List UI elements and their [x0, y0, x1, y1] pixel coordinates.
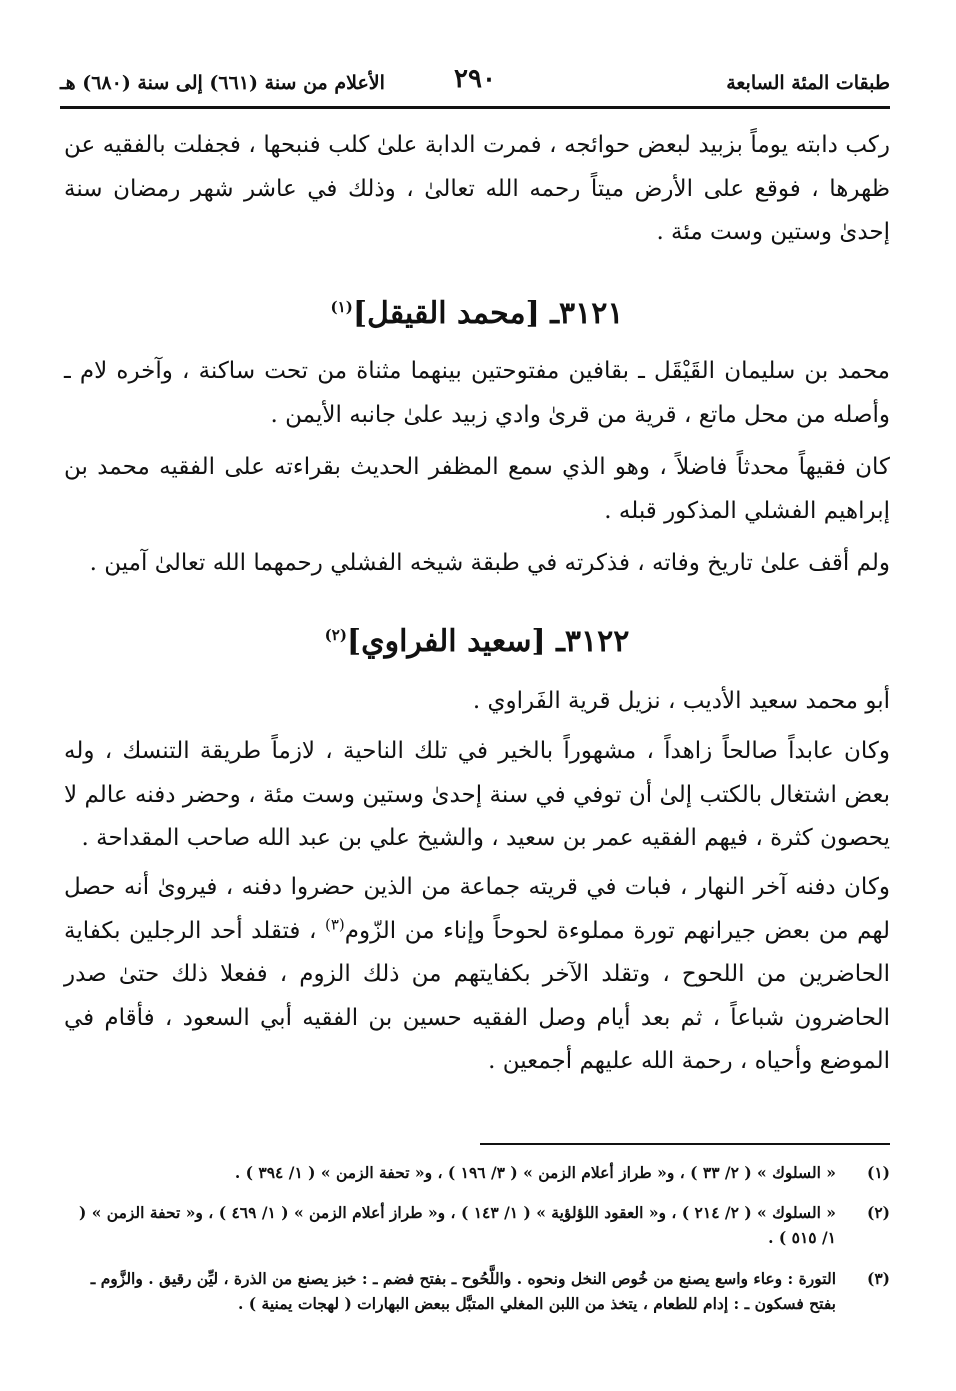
entry-title: ٣١٢٢ـ [سعيد الفراوي]: [346, 624, 630, 659]
period-title: الأعلام من سنة (٦٦١) إلى سنة (٦٨٠) هـ: [60, 72, 385, 94]
section-title: طبقات المئة السابعة: [726, 72, 890, 94]
footnote: [64, 1266, 890, 1316]
footnote-ref: (٣): [324, 914, 345, 933]
paragraph: وكان عابداً صالحاً زاهداً ، مشهوراً بالخير في تلك الناحية ، لازماً طريقة التنسك ، وله بعض اشتغال بالكتب إلىٰ أن توفي في سنة إحدىٰ وستين وست مئة ، وحضر دفنه عالم لا يحصون كثرة ، فيهم الفقيه عمر بن سعيد ، والشيخ علي بن عبد الله صاحب المقداحة .: [64, 738, 890, 851]
entry-title: ٣١٢١ـ [محمد القيقل]: [352, 296, 624, 331]
entry-heading: [64, 624, 890, 659]
entry-heading: [64, 296, 890, 331]
paragraph: كان فقيهاً محدثاً فاضلاً ، وهو الذي سمع المظفر الحديث بقراءته على الفقيه محمد بن إبراهيم الفشلي المذكور قبله .: [64, 454, 890, 524]
paragraph: محمد بن سليمان القَيْقَل ـ بقافين مفتوحتين بينهما مثناة من تحت ساكنة ، وآخره لام ـ وأصله من محل ماتع ، قرية من قرىٰ وادي زبيد علىٰ جانبه الأيمن .: [64, 358, 890, 428]
paragraph-text: ، فتقلد أحد الرجلين بكفاية الحاضرين من اللحوح ، وتقلد الآخر بكفايتهم من ذلك الزوم ، ففعلا ذلك حتىٰ صدر الحاضرون شباعاً ، ثم بعد أيام وصل الفقيه حسين بن الفقيه أبي السعود ، فأقام في الموضع وأحياه ، رحمة الله عليهم أجمعين .: [64, 917, 890, 1074]
footnote-number: (٣): [866, 1269, 890, 1288]
page-number: ٢٩٠: [454, 64, 496, 94]
footnote: [64, 1200, 890, 1250]
footnote-ref: (١): [330, 298, 353, 316]
paragraph-text: وكان دفنه آخر النهار ، فبات في قريته جماعة من الذين حضروا دفنه ، فيروىٰ أنه حصل لهم من بعض جيرانهم تورة مملوءة لحوحاً وإناء من الزّوم: [64, 874, 890, 944]
paragraph: أبو محمد سعيد الأديب ، نزيل قرية الفَراوي .: [472, 688, 890, 714]
paragraph: ولم أقف علىٰ تاريخ وفاته ، فذكرته في طبقة شيخه الفشلي رحمهما الله تعالىٰ آمين .: [89, 550, 890, 576]
footnote-ref: (٢): [324, 626, 347, 644]
paragraph: [64, 866, 890, 1084]
footnote-text: التورة : وعاء واسع يصنع من خُوص النخل ونحوه . واللَّحُوح ـ بفتح فضم ـ : خبز يصنع من الذرة ، ليِّن رقيق . والزَّوم ـ بفتح فسكون ـ : إدام للطعام ، يتخذ من اللبن المغلي المتبَّل ببعض البهارات ( لهجات يمنية ) .: [90, 1269, 836, 1313]
header-divider: [60, 106, 890, 109]
footnote-divider: [480, 1143, 890, 1145]
footnote-number: (٢): [866, 1203, 890, 1222]
footnote-number: (١): [866, 1163, 890, 1182]
running-header: [60, 62, 890, 102]
footnote-text: « السلوك » ( ٢/ ٣٣ ) ، و« طراز أعلام الزمن » ( ٣/ ١٩٦ ) ، و« تحفة الزمن » ( ١/ ٣٩٤ ) .: [234, 1163, 836, 1182]
footnote: [64, 1160, 890, 1185]
footnote-text: « السلوك » ( ٢/ ٢١٤ ) ، و« العقود اللؤلؤية » ( ١/ ١٤٣ ) ، و« طراز أعلام الزمن » ( ١/ ٤٦٩ ) ، و« تحفة الزمن » ( ١/ ٥١٥ ) .: [78, 1203, 836, 1247]
paragraph: ركب دابته يوماً بزبيد لبعض حوائجه ، فمرت الدابة علىٰ كلب فنبحها ، فجفلت بالفقيه عن ظهرها ، فوقع على الأرض ميتاً رحمه الله تعالىٰ ، وذلك في عاشر شهر رمضان سنة إحدىٰ وستين وست مئة .: [64, 132, 890, 245]
